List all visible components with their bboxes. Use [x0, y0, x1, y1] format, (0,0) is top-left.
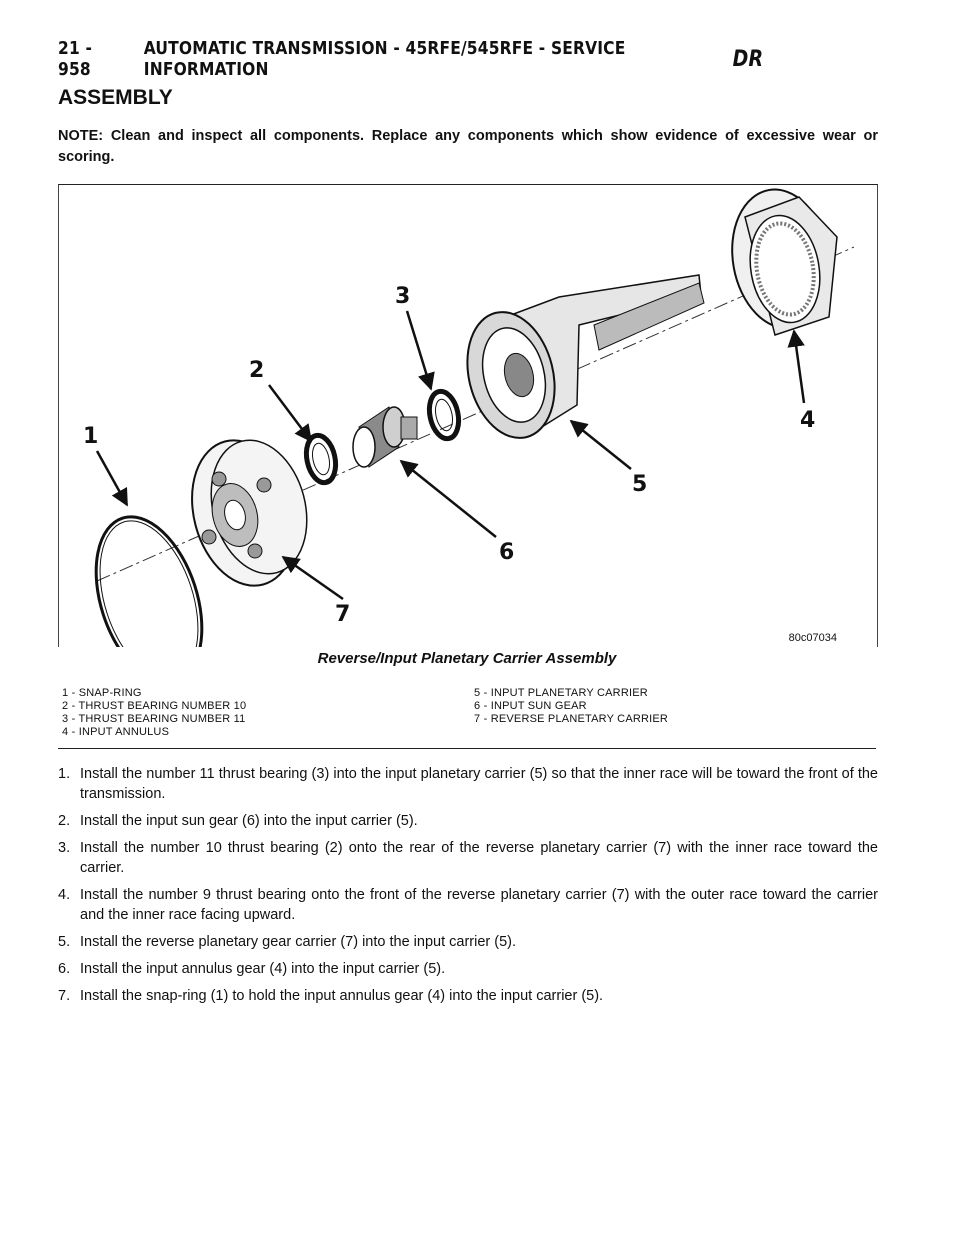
planetary-carrier-illustration: [59, 185, 877, 647]
legend-item: 3 - THRUST BEARING NUMBER 11: [62, 713, 246, 725]
legend-divider: [58, 748, 876, 749]
legend-item: 1 - SNAP-RING: [62, 687, 142, 699]
legend-item: 4 - INPUT ANNULUS: [62, 726, 170, 738]
assembly-steps: [58, 764, 878, 1013]
header-mark: DR: [732, 46, 764, 72]
callout-4: 4: [800, 408, 816, 433]
exploded-view-figure: [58, 184, 878, 647]
leader-arrows: [97, 311, 804, 599]
step-item: 4. Install the number 9 thrust bearing onto the front of the reverse planetary carrier (7) with the outer race toward the carrier and the inner race facing upward.: [58, 887, 878, 923]
figure-legend: [62, 687, 874, 739]
input-annulus-part: [722, 185, 841, 336]
callout-2: 2: [249, 358, 265, 383]
legend-item: 5 - INPUT PLANETARY CARRIER: [474, 687, 648, 699]
step-item: 5. Install the reverse planetary gear carrier (7) into the input carrier (5).: [58, 934, 516, 950]
step-item: 2. Install the input sun gear (6) into the input carrier (5).: [58, 813, 418, 829]
step-item: 7. Install the snap-ring (1) to hold the input annulus gear (4) into the input carrier (5).: [58, 988, 604, 1004]
figure-caption: Reverse/Input Planetary Carrier Assembly: [317, 650, 617, 667]
legend-item: 7 - REVERSE PLANETARY CARRIER: [474, 713, 669, 725]
input-sun-gear-part: [353, 407, 417, 467]
figure-id: 80c07034: [788, 632, 837, 644]
section-title: ASSEMBLY: [58, 86, 173, 109]
legend-col-left: [62, 687, 474, 739]
thrust-bearing-11-part: [425, 389, 462, 442]
callout-5: 5: [632, 472, 648, 497]
callout-7: 7: [335, 602, 351, 627]
callout-3: 3: [395, 284, 411, 309]
page-number: 21 - 958: [58, 38, 93, 80]
thrust-bearing-10-part: [302, 433, 339, 486]
legend-item: 2 - THRUST BEARING NUMBER 10: [62, 700, 247, 712]
note-text: NOTE: Clean and inspect all components. Replace any components which show evidence of excessive wear or scoring.: [58, 128, 878, 165]
page-header: [58, 38, 764, 80]
reverse-carrier-part: [177, 429, 321, 598]
callout-6: 6: [499, 540, 515, 565]
legend-col-right: [474, 687, 874, 739]
step-item: 6. Install the input annulus gear (4) into the input carrier (5).: [58, 961, 446, 977]
header-title: AUTOMATIC TRANSMISSION - 45RFE/545RFE - SERVICE INFORMATION: [143, 38, 626, 80]
step-item: 1. Install the number 11 thrust bearing (3) into the input planetary carrier (5) so that the inner race will be toward the front of the transmission.: [58, 766, 878, 802]
legend-item: 6 - INPUT SUN GEAR: [474, 700, 587, 712]
step-item: 3. Install the number 10 thrust bearing (2) onto the rear of the reverse planetary carrier (7) with the inner race toward the carrier.: [58, 840, 878, 876]
input-carrier-part: [455, 275, 704, 447]
callout-1: 1: [83, 424, 99, 449]
